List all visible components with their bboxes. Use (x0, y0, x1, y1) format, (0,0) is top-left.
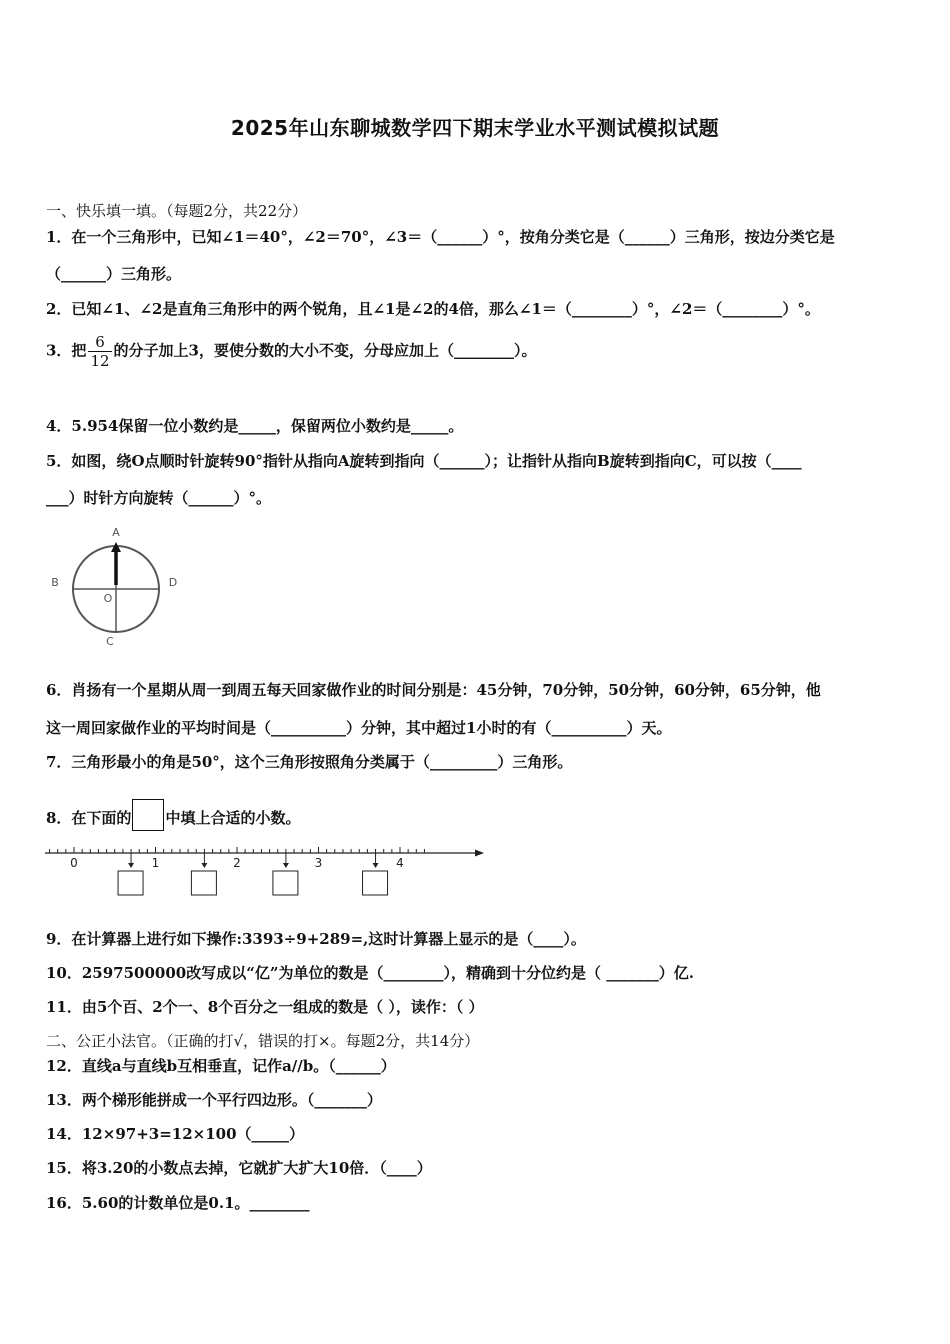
question-3 (46, 333, 536, 370)
question-13: 13．两个梯形能拼成一个平行四边形。（_______） (46, 1091, 382, 1109)
question-8 (46, 799, 300, 831)
answer-box-sample (132, 799, 164, 831)
question-16: 16．5.60的计数单位是0.1。________ (46, 1194, 310, 1212)
question-12: 12．直线a与直线b互相垂直，记作a//b。（______） (46, 1057, 396, 1075)
number-line (40, 838, 490, 900)
section-1-heading: 一、快乐填一填。（每题2分，共22分） (46, 202, 308, 220)
question-5-line-1: 5．如图，绕O点顺时针旋转90°指针从指向A旋转到指向（______）；让指针从指向B旋转到指向C，可以按（____ (46, 452, 802, 470)
question-4: 4．5.954保留一位小数约是_____，保留两位小数约是_____。 (46, 417, 464, 435)
pointer-arrowhead (373, 863, 379, 868)
number-line-label: 2 (233, 856, 241, 870)
pointer-arrowhead (201, 863, 207, 868)
answer-box[interactable] (363, 871, 388, 895)
question-6-line-2: 这一周回家做作业的平均时间是（__________）分钟，其中超过1小时的有（__________）天。 (46, 719, 672, 737)
number-line-ticks (50, 847, 425, 853)
page-title: 2025年山东聊城数学四下期末学业水平测试模拟试题 (230, 116, 720, 140)
question-9: 9．在计算器上进行如下操作:3393÷9+289=,这时计算器上显示的是（____）。 (46, 930, 586, 948)
question-3-post: 的分子加上3，要使分数的大小不变，分母应加上（________）。 (113, 341, 537, 360)
label-A: A (112, 526, 120, 539)
question-8-post: 中填上合适的小数。 (165, 809, 301, 827)
number-line-label: 4 (396, 856, 404, 870)
answer-box[interactable] (273, 871, 298, 895)
label-O: O (103, 592, 113, 605)
label-C: C (106, 635, 114, 648)
fraction-denominator: 12 (90, 352, 110, 370)
number-line-label: 1 (151, 856, 160, 870)
question-6-line-1: 6．肖扬有一个星期从周一到周五每天回家做作业的时间分别是：45分钟，70分钟，50分钟，60分钟，65分钟，他 (46, 681, 821, 699)
number-line-label: 0 (70, 856, 78, 870)
question-8-pre: 8．在下面的 (46, 809, 132, 827)
number-line-label: 3 (314, 856, 323, 870)
number-line-arrow (475, 850, 484, 857)
answer-box[interactable] (118, 871, 143, 895)
clock-diagram (44, 522, 194, 652)
question-1-line-2: （______）三角形。 (46, 265, 182, 283)
question-5-line-2: ___）时针方向旋转（______）°。 (46, 489, 272, 507)
question-10: 10．2597500000改写成以“亿”为单位的数是（________），精确到十分位约是（ _______）亿. (46, 964, 694, 982)
fraction-numerator: 6 (88, 333, 111, 352)
question-14: 14．12×97+3=12×100（_____） (46, 1125, 305, 1143)
pointer-arrowhead (283, 863, 289, 868)
fraction-6-12 (88, 333, 111, 370)
label-D: D (168, 576, 178, 589)
answer-box[interactable] (191, 871, 216, 895)
number-line-labels (70, 856, 404, 870)
question-1-line-1: 1．在一个三角形中，已知∠1＝40°，∠2＝70°，∠3＝（______）°，按角分类它是（______）三角形，按边分类它是 (46, 228, 835, 246)
question-11: 11．由5个百、2个一、8个百分之一组成的数是（ ），读作：（ ） (46, 998, 484, 1016)
section-2-heading: 二、公正小法官。（正确的打√，错误的打×。每题2分，共14分） (46, 1032, 480, 1050)
label-B: B (51, 576, 59, 589)
question-15: 15．将3.20的小数点去掉，它就扩大扩大10倍．（____） (46, 1159, 432, 1177)
question-7: 7．三角形最小的角是50°，这个三角形按照角分类属于（_________）三角形。 (46, 753, 573, 771)
question-3-pre: 3．把 (46, 341, 87, 360)
question-2: 2．已知∠1、∠2是直角三角形中的两个锐角，且∠1是∠2的4倍，那么∠1＝（________）°，∠2＝（________）°。 (46, 300, 820, 318)
pointer-arrowhead (128, 863, 134, 868)
